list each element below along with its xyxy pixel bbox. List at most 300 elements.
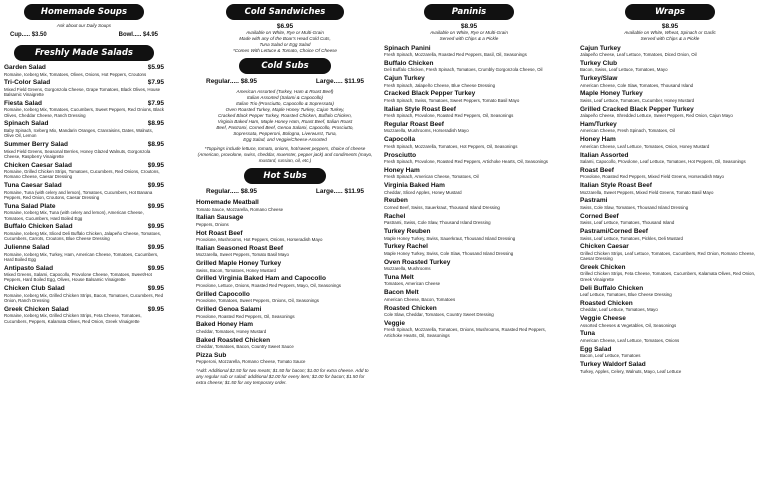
- cold-sandwiches-header: Cold Sandwiches: [226, 4, 344, 20]
- menu-item-description: Fresh Spinach, American Cheese, Tomatoes, Oil: [384, 174, 479, 180]
- menu-item: [4, 203, 164, 221]
- menu-item: [580, 228, 760, 241]
- menu-item-description: Swiss, Leaf Lettuce, Tomatoes, Cucumber, Honey Mustard: [580, 97, 695, 103]
- menu-item-name-row: [580, 300, 760, 308]
- menu-item-description: Corned Beef, Swiss, Sauerkraut, Thousand Island Dressing: [384, 204, 500, 210]
- menu-item: [196, 230, 374, 243]
- cup-label: Cup: [10, 32, 22, 38]
- cold-subs-regular-label: Regular: [206, 78, 230, 85]
- menu-item-name-row: [580, 75, 760, 83]
- menu-item-name: Italian Style Roast Beef: [384, 105, 456, 113]
- menu-item: [196, 337, 374, 350]
- menu-item-name-row: [580, 121, 760, 129]
- hot-subs-large-price: $11.95: [344, 188, 364, 195]
- cold-subs-lines: [196, 89, 374, 143]
- menu-item-description: Provolone, Tomatoes, Sweet Peppers, Onions, Oil, Seasonings: [196, 298, 319, 304]
- menu-item-name: Egg Salad: [580, 345, 612, 353]
- menu-item: [4, 265, 164, 283]
- menu-item: [196, 260, 374, 273]
- menu-item-name: Cajun Turkey: [384, 75, 425, 83]
- menu-item: [4, 141, 164, 159]
- paninis-column: [384, 4, 554, 338]
- menu-item-name: Baked Roasted Chicken: [196, 336, 271, 344]
- paninis-price: $8.95: [460, 23, 478, 30]
- menu-item-name: Pastrami/Corned Beef: [580, 228, 648, 236]
- menu-item-name: Fiesta Salad: [4, 99, 42, 107]
- menu-item-name-row: [196, 275, 374, 283]
- menu-item-name-row: [580, 213, 760, 221]
- menu-item-description: Cheddar, Tomatoes, Honey Mustard: [196, 328, 267, 334]
- menu-item-name-row: [384, 45, 554, 53]
- wraps-price: $8.95: [661, 23, 679, 30]
- cold-subs-line: Sopressata, Pepperoni, Bologna, Liverwurst, Tuna,: [233, 131, 337, 136]
- menu-item-name-row: [4, 100, 164, 108]
- menu-item-price: $9.95: [147, 161, 164, 169]
- menu-item-name-row: [196, 337, 374, 345]
- menu-item-description: Grilled Chicken Strips, Leaf Lettuce, Tomatoes, Cucumbers, Red Onion, Romano Cheese, Caesar Dressing: [580, 250, 756, 262]
- menu-item-name-row: [384, 274, 554, 282]
- hot-subs-list: [196, 199, 374, 365]
- menu-item-name-row: [4, 223, 164, 231]
- soups-prices: Cup..... $3.50 Bowl..... $4.95: [10, 32, 158, 38]
- menu-item-name-row: [384, 243, 554, 251]
- menu-item-description: Fresh Spinach, Mozzarella, Roasted Red Peppers, Basil, Oil, Seasonings: [384, 52, 527, 57]
- sandwiches-subs-column: [196, 4, 374, 386]
- menu-item-description: Romaine, Iceberg Mix, Tomatoes, Olives, Onions, Hot Peppers, Croutons: [4, 71, 147, 77]
- menu-item-name-row: [4, 203, 164, 211]
- menu-item-name-row: [384, 60, 554, 68]
- menu-item-name: Honey Ham: [384, 166, 420, 174]
- menu-item-price: $7.95: [147, 99, 164, 107]
- menu-item-description: Provolone, Roasted Red Peppers, Oil, Seasonings: [196, 313, 295, 319]
- menu-item-name-row: [384, 228, 554, 236]
- menu-item-name-row: [580, 45, 760, 53]
- menu-item-name: Veggie Cheese: [580, 315, 626, 323]
- menu-item-description: Swiss, Cole Slaw, Tomatoes, Thousand Island Dressing: [580, 204, 689, 210]
- menu-item: [384, 305, 554, 318]
- menu-item-description: Salami, Capocollo, Provolone, Leaf Lettuce, Tomatoes, Hot Peppers, Oil, Seasonings: [580, 159, 746, 165]
- menu-item-name-row: [196, 214, 374, 222]
- menu-item-description: Fresh Spinach, Swiss, Tomatoes, Sweet Peppers, Tomato Basil Mayo: [384, 97, 520, 103]
- menu-item-price: $7.95: [147, 79, 164, 87]
- menu-item-description: Romaine, Tuna (with celery and lemon), Tomatoes, Cucumbers, Hot Banana Peppers, Red Onion, Croutons, Caesar Dressing: [4, 189, 153, 201]
- menu-item-description: American Cheese, Bacon, Tomatoes: [384, 296, 456, 302]
- menu-item-name-row: [384, 75, 554, 83]
- cold-sandwiches-note-2: Made with any of the Boar's Head Cold Cuts,: [239, 36, 331, 41]
- menu-item-name-row: [4, 306, 164, 314]
- menu-item-name-row: [384, 152, 554, 160]
- menu-item: [384, 259, 554, 272]
- menu-item-price: $9.95: [147, 244, 164, 252]
- menu-item-name: Greek Chicken: [580, 263, 626, 271]
- menu-item-name: Virginia Baked Ham: [384, 182, 445, 190]
- menu-item-name-row: [196, 291, 374, 299]
- menu-item-description: Cole Slaw, Cheddar, Tomatoes, Country Sweet Dressing: [384, 312, 494, 318]
- menu-item-price: $9.95: [147, 182, 164, 190]
- menu-item-name: Italian Style Roast Beef: [580, 182, 652, 190]
- menu-item-name-row: [4, 79, 164, 87]
- menu-item-description: Romaine, Grilled Chicken Strips, Tomatoes, Cucumbers, Red Onions, Croutons, Romano Cheese, Caesar Dressing: [4, 169, 160, 180]
- menu-item-name: Buffalo Chicken Salad: [4, 223, 73, 231]
- hot-subs-prices: Regular..... $8.95 Large..... $11.95: [206, 188, 364, 195]
- cold-sandwiches-note-1: Available on White, Rye or Multi-Grain: [246, 30, 324, 35]
- menu-item-price: $9.95: [147, 202, 164, 210]
- menu-item-name: Tuna Salad Plate: [4, 202, 56, 210]
- cold-sandwiches-note-4: *Comes With Lettuce & Tomato, Choice Of Cheese: [233, 48, 337, 53]
- menu-item-name-row: [580, 90, 760, 98]
- menu-item: [580, 60, 760, 73]
- menu-item-description: Cheddar, Tomatoes, Bacon, Country Sweet Sauce: [196, 344, 294, 350]
- menu-item-name: Antipasto Salad: [4, 264, 54, 272]
- menu-item-name-row: [384, 182, 554, 190]
- menu-item-description: Fresh Spinach, Provolone, Roasted Red Peppers, Oil, Seasonings: [384, 113, 514, 119]
- menu-item-name: Julienne Salad: [4, 244, 50, 252]
- menu-item: [580, 361, 760, 374]
- menu-item-name-row: [196, 352, 374, 360]
- menu-item-price: $9.95: [147, 305, 164, 313]
- menu-item-name: Pizza Sub: [196, 351, 227, 359]
- menu-item: [580, 136, 760, 149]
- menu-item-name-row: [4, 182, 164, 190]
- menu-item-description: Jalapeño Cheese, Shredded Lettuce, Sweet Peppers, Red Onion, Cajun Mayo: [580, 113, 733, 119]
- menu-item-name-row: [384, 259, 554, 267]
- menu-item: [580, 300, 760, 313]
- menu-item-name-row: [580, 167, 760, 175]
- menu-item-name-row: [580, 152, 760, 160]
- menu-item-name: Regular Roast Beef: [384, 120, 444, 128]
- menu-item-description: Romaine, Iceberg Mix, Grilled Chicken Strips, Bacon, Tomatoes, Cucumbers, Red Onion, Ranch Dressing: [4, 292, 164, 304]
- menu-item-name: Tuna: [580, 330, 596, 338]
- paninis-note-2: Served with Chips & a Pickle: [439, 36, 499, 41]
- menu-item-description: Grilled Chicken Strips, Feta Cheese, Tomatoes, Cucumbers, Kalamata Olives, Red Onion, Greek Vinaigrette: [580, 271, 756, 282]
- menu-item: [384, 60, 554, 73]
- menu-item-description: Baby Spinach, Iceberg Mix, Mandarin Oranges, Cranraisins, Dates, Walnuts, Olive Oil, Lemon: [4, 127, 153, 139]
- menu-item-name-row: [4, 162, 164, 170]
- menu-item: [580, 45, 760, 58]
- menu-item-name: Oven Roasted Turkey: [384, 258, 451, 266]
- hot-subs-footnote: *Add: Additional $2.50 for two meats; $1.50 for bacon; $1.00 for extra cheese. Add to any regular sub or salad: additional $2.00 for every item; $2.00 for bacon; $1.50 for extra cheese; $1.50 for any temporary order.: [196, 367, 369, 385]
- menu-item-name-row: [580, 330, 760, 338]
- menu-item-name: Roasted Chicken: [580, 299, 633, 307]
- menu-item-name: Homemade Meatball: [196, 199, 259, 206]
- menu-item-name-row: [4, 285, 164, 293]
- menu-item-name-row: [196, 199, 374, 207]
- menu-item-description: Bacon, Swiss, Leaf Lettuce, Tomatoes, Mayo: [580, 67, 668, 73]
- cold-subs-line: Virginia Baked Ham, Maple Honey Ham, Roast Beef, Italian Roast: [217, 119, 353, 124]
- menu-item-name: Roasted Chicken: [384, 304, 437, 312]
- menu-item-price: $9.95: [147, 264, 164, 272]
- menu-item-name: Chicken Caesar: [580, 243, 629, 251]
- menu-item-name-row: [196, 321, 374, 329]
- menu-item-name-row: [196, 260, 374, 268]
- wraps-note-2: Served with Chips & a Pickle: [640, 36, 700, 41]
- menu-item-name: Garden Salad: [4, 64, 46, 71]
- menu-item-name: Chicken Caesar Salad: [4, 161, 72, 169]
- menu-item: [580, 315, 760, 328]
- menu-item-name-row: [580, 197, 760, 205]
- menu-item: [384, 90, 554, 103]
- menu-item-description: Romaine, Iceberg Mix, Sliced Deli Buffalo Chicken, Jalapeño Cheese, Tomatoes, Cucumbers, Carrots, Croutons, Blue Cheese Dressing: [4, 230, 162, 242]
- menu-item-description: Mixed Greens, Salami, Capocollo, Provolone Cheese, Tomatoes, Sweet/Hot Peppers, Hard Boiled Egg, Olives, House Balsamic Vinaigrette: [4, 272, 152, 283]
- cold-subs-prices: Regular..... $8.95 Large..... $11.95: [206, 78, 364, 85]
- menu-item: [580, 346, 760, 359]
- menu-item-name: Pastrami: [580, 197, 608, 205]
- menu-item-name: Turkey Club: [580, 59, 618, 67]
- menu-item-name-row: [384, 121, 554, 129]
- menu-item: [580, 167, 760, 180]
- menu-item-name: Turkey/Slaw: [580, 75, 618, 83]
- menu-item: [580, 121, 760, 134]
- menu-item-price: $5.95: [147, 64, 164, 71]
- menu-item: [580, 213, 760, 226]
- menu-item: [384, 289, 554, 302]
- menu-item-name-row: [384, 213, 554, 221]
- menu-item: [384, 136, 554, 149]
- menu-item-name-row: [580, 264, 760, 272]
- menu-item-description: Romaine, Iceberg Mix, Turkey, Ham, American Cheese, Tomatoes, Cucumbers, Hard Boiled Egg: [4, 251, 159, 262]
- menu-item: [196, 199, 374, 212]
- menu-item-price: $9.95: [147, 223, 164, 231]
- menu-item-description: Mozzarella, Sweet Peppers, Tomato Basil Mayo: [196, 252, 289, 258]
- menu-item-name: Italian Sausage: [196, 214, 244, 222]
- menu-item-description: Mozzarella, Sweet Peppers, Mixed Field Greens, Tomato Basil Mayo: [580, 189, 714, 195]
- menu-item-price: $8.95: [147, 141, 164, 149]
- menu-item-description: Provolone, Mushrooms, Hot Peppers, Onions, Horseradish Mayo: [196, 237, 323, 243]
- wraps-column: [580, 4, 760, 374]
- menu-item-description: Mixed Field Greens, Gorgonzola Cheese, Grape Tomatoes, Black Olives, House Balsamic Vinaigrette: [4, 86, 161, 98]
- menu-item-name-row: [580, 361, 760, 369]
- cold-subs-line: Cracked Black Pepper Turkey, Roasted Chicken, Buffalo Chicken,: [218, 113, 352, 118]
- menu-item-name: Ham/Turkey: [580, 120, 617, 128]
- menu-item-name: Chicken Club Salad: [4, 285, 65, 293]
- soups-note: Ask about our Daily Soups: [56, 23, 112, 28]
- menu-item-name-row: [384, 305, 554, 313]
- menu-item-name: Cajun Turkey: [580, 44, 621, 52]
- menu-item-price: $8.95: [147, 120, 164, 128]
- menu-item-name-row: [4, 265, 164, 273]
- menu-item-description: American Cheese, Cole Slaw, Tomatoes, Thousand Island: [580, 82, 694, 88]
- menu-item-name: Grilled Virginia Baked Ham and Capocollo: [196, 275, 326, 283]
- cup-price: $3.50: [31, 32, 47, 38]
- menu-item-description: Cheddar, Sliced Apples, Honey Mustard: [384, 189, 462, 195]
- menu-item-name-row: [580, 182, 760, 190]
- menu-item-description: Pastrami, Swiss, Cole Slaw, Thousand Island Dressing: [384, 220, 491, 226]
- menu-item-description: Romaine, Iceberg Mix, Tuna (with celery and lemon), American Cheese, Tomatoes, Cucumbers, Hard Boiled Egg: [4, 210, 144, 221]
- menu-item-name: Veggie: [384, 319, 405, 327]
- menu-item: [4, 79, 164, 97]
- menu-item: [384, 228, 554, 241]
- cold-subs-large-price: $11.95: [344, 78, 364, 85]
- menu-item-name: Grilled Genoa Salami: [196, 306, 262, 314]
- menu-item-name: Summer Berry Salad: [4, 141, 68, 149]
- menu-item-name: Roast Beef: [580, 166, 614, 174]
- menu-item: [4, 162, 164, 180]
- cold-subs-footnote: *Toppings include lettuce, tomato, onions, hot/sweet peppers, choice of cheese (American, provolone, swiss, cheddar, muenster, pepper jack) and condiments (mayo, mustard, russian, oil, etc.): [197, 146, 373, 163]
- paninis-list: [384, 45, 554, 338]
- menu-item-name: Tri-Color Salad: [4, 79, 51, 87]
- menu-item: [580, 285, 760, 298]
- hot-subs-regular-label: Regular: [206, 188, 230, 195]
- menu-item-name: Grilled Maple Honey Turkey: [196, 260, 282, 268]
- menu-item-name-row: [384, 197, 554, 205]
- menu-item-name-row: [4, 244, 164, 252]
- menu-item-name: Grilled Cracked Black Pepper Turkey: [580, 105, 694, 113]
- wraps-note-1: Available on White, Wheat, Spinach or Garlic: [624, 30, 716, 35]
- menu-item-name: Prosciutto: [384, 151, 417, 159]
- menu-item-name-row: [580, 285, 760, 293]
- menu-item-description: American Cheese, Fresh Spinach, Tomatoes, Oil: [580, 128, 675, 134]
- menu-item: [384, 167, 554, 180]
- hot-subs-large-label: Large: [315, 188, 334, 195]
- menu-item: [4, 244, 164, 262]
- menu-item: [196, 321, 374, 334]
- menu-item-name-row: [384, 90, 554, 98]
- menu-item: [4, 182, 164, 200]
- menu-item-name: Italian Assorted: [580, 151, 629, 159]
- menu-item-description: Leaf Lettuce, Tomatoes, Blue Cheese Dressing: [580, 292, 672, 298]
- menu-item: [4, 64, 164, 77]
- cold-subs-line: Italian Trio (Prosciutto, Capocollo & Sopressata): [236, 101, 334, 106]
- salads-header: Freshly Made Salads: [14, 45, 154, 61]
- menu-item: [4, 100, 164, 118]
- menu-item-description: American Cheese, Leaf Lettuce, Tomatoes, Onion, Honey Mustard: [580, 143, 710, 149]
- menu-item-description: Mozzarella, Mushrooms, Horseradish Mayo: [384, 128, 469, 134]
- menu-item: [580, 106, 760, 119]
- soups-header: Homemade Soups: [24, 4, 144, 20]
- menu-item-description: Mozzarella, Mushrooms: [384, 266, 431, 272]
- soups-salads-column: [4, 4, 164, 324]
- menu-item: [384, 45, 554, 58]
- menu-item-name-row: [4, 141, 164, 149]
- menu-item-price: $9.95: [147, 285, 164, 293]
- paninis-header: Paninis: [424, 4, 514, 20]
- menu-item-name: Capocolla: [384, 136, 416, 144]
- menu-item-name-row: [580, 106, 760, 114]
- paninis-note-1: Available on White, Rye or Multi-Grain: [430, 30, 508, 35]
- bowl-price: $4.95: [142, 32, 158, 38]
- menu-item-name: Bacon Melt: [384, 289, 419, 297]
- menu-item: [580, 197, 760, 210]
- menu-item: [384, 106, 554, 119]
- menu-item-name: Baked Honey Ham: [196, 321, 254, 329]
- menu-item: [196, 352, 374, 365]
- menu-item-name: Corned Beef: [580, 212, 619, 220]
- menu-item-description: Bacon, Leaf Lettuce, Tomatoes: [580, 353, 641, 359]
- menu-item-name: Hot Roast Beef: [196, 229, 243, 237]
- cold-subs-line: Italian Assorted (Salami & Capocollo): [247, 95, 323, 100]
- menu-item-description: Provolone, Lettuce, Onions, Roasted Red Peppers, Mayo, Oil, Seasonings: [196, 282, 341, 288]
- cold-subs-line: American Assorted (Turkey, Ham & Roast Beef): [236, 89, 334, 94]
- menu-item-description: Swiss, Leaf Lettuce, Tomatoes, Pickles, Deli Mustard: [580, 235, 683, 241]
- menu-item-description: Swiss, Leaf Lettuce, Tomatoes, Thousand Island: [580, 220, 675, 226]
- menu-item-description: Fresh Spinach, Mozzarella, Tomatoes, Onions, Mushrooms, Roasted Red Peppers, Artichoke Hearts, Oil, Seasonings: [384, 327, 546, 338]
- hot-subs-header: Hot Subs: [244, 168, 326, 184]
- menu-item-description: Swiss, Bacon, Tomatoes, Honey Mustard: [196, 267, 276, 273]
- menu-item-description: Pepperoni, Mozzarella, Romano Cheese, Tomato Sauce: [196, 359, 306, 365]
- menu-item-description: American Cheese, Leaf Lettuce, Tomatoes, Onions: [580, 337, 680, 343]
- cold-subs-line: Egg Salad, and Veggie/Cheese-Assorted: [243, 137, 327, 142]
- menu-item-description: Turkey, Apples, Celery, Walnuts, Mayo, Leaf Lettuce: [580, 368, 682, 374]
- hot-subs-regular-price: $8.95: [240, 188, 257, 195]
- menu-item: [580, 90, 760, 103]
- menu-item-name-row: [196, 230, 374, 238]
- salads-list: [4, 64, 164, 324]
- menu-item-name-row: [4, 64, 164, 72]
- menu-item: [580, 243, 760, 261]
- cold-sandwiches-price: $6.95: [276, 23, 294, 30]
- menu-item-description: Mixed Field Greens, Seasonal Berries, Honey Glazed Walnuts, Gorgonzola Cheese, Raspberry Vinaigrette: [4, 148, 151, 159]
- menu-item: [196, 245, 374, 258]
- menu-item-name-row: [196, 306, 374, 314]
- menu-item: [196, 306, 374, 319]
- menu-item-name-row: [384, 106, 554, 114]
- menu-item-name: Rachel: [384, 212, 406, 220]
- menu-item: [384, 152, 554, 165]
- cold-subs-line: Beef, Pastrami, Corned Beef, Genoa Salami, Capocollo, Prosciutto,: [216, 125, 354, 130]
- menu-item-name-row: [384, 136, 554, 144]
- cold-subs-regular-price: $8.95: [240, 78, 257, 85]
- menu-item-description: Tomatoes, American Cheese: [384, 281, 441, 287]
- menu-item: [384, 243, 554, 256]
- bowl-label: Bowl: [118, 32, 133, 38]
- menu-item: [4, 285, 164, 303]
- menu-item-name-row: [580, 136, 760, 144]
- menu-item-description: Maple Honey Turkey, Swiss, Cole Slaw, Thousand Island Dressing: [384, 250, 514, 256]
- menu-item-description: Provolone, Roasted Red Peppers, Mixed Field Greens, Horseradish Mayo: [580, 174, 724, 180]
- menu-item: [196, 275, 374, 288]
- menu-item: [580, 152, 760, 165]
- menu-item: [384, 121, 554, 134]
- menu-item-name-row: [4, 120, 164, 128]
- menu-item-name: Spinach Panini: [384, 44, 431, 52]
- menu-item: [384, 213, 554, 226]
- cold-subs-large-label: Large: [315, 78, 334, 85]
- menu-item: [580, 75, 760, 88]
- menu-item: [384, 320, 554, 338]
- menu-item-description: Deli Buffalo Chicken, Fresh Spinach, Tomatoes, Crumbly Gorgonzola Cheese, Oil: [384, 67, 543, 73]
- menu-item-description: Cheddar, Leaf Lettuce, Tomatoes, Mayo: [580, 307, 658, 313]
- menu-item-name: Reuben: [384, 197, 408, 205]
- menu-item-description: Peppers, Onions: [196, 221, 229, 227]
- menu-item-name: Greek Chicken Salad: [4, 305, 69, 313]
- menu-item-description: Maple Honey Turkey, Swiss, Sauerkraut, Thousand Island Dressing: [384, 235, 516, 241]
- menu-item: [196, 291, 374, 304]
- menu-item-name-row: [384, 167, 554, 175]
- wraps-header: Wraps: [625, 4, 715, 20]
- menu-item-name-row: [384, 320, 554, 328]
- menu-item: [580, 182, 760, 195]
- menu-item-name-row: [196, 245, 374, 253]
- menu-item: [384, 274, 554, 287]
- menu-item-name: Deli Buffalo Chicken: [580, 284, 644, 292]
- menu-item-name-row: [580, 60, 760, 68]
- menu-item-description: Fresh Spinach, Jalapeño Cheese, Blue Cheese Dressing: [384, 82, 496, 88]
- menu-item-name: Tuna Melt: [384, 273, 414, 281]
- menu-item-name: Honey Ham: [580, 136, 616, 144]
- cold-subs-header: Cold Subs: [239, 58, 331, 74]
- menu-item-description: Romaine, Iceberg Mix, Grilled Chicken Strips, Feta Cheese, Tomatoes, Cucumbers, Peppers, Kalamata Olives, Red Onion, Greek Vinaigrette: [4, 313, 142, 324]
- menu-item: [4, 306, 164, 324]
- menu-item-name: Turkey Waldorf Salad: [580, 361, 646, 369]
- menu-item-description: Tomato Sauce, Mozzarella, Romano Cheese: [196, 206, 284, 212]
- menu-item-description: Assorted Cheeses & Vegetables, Oil, Seasonings: [580, 322, 677, 328]
- menu-item: [196, 214, 374, 227]
- menu-item-name-row: [580, 228, 760, 236]
- menu-item: [384, 75, 554, 88]
- menu-item-description: Jalapeño Cheese, Leaf Lettuce, Tomatoes, Diced Onion, Oil: [580, 52, 697, 57]
- menu-item-description: Fresh Spinach, Provolone, Roasted Red Peppers, Artichoke Hearts, Oil, Seasonings: [384, 159, 549, 165]
- menu-item-name: Spinach Salad: [4, 120, 49, 128]
